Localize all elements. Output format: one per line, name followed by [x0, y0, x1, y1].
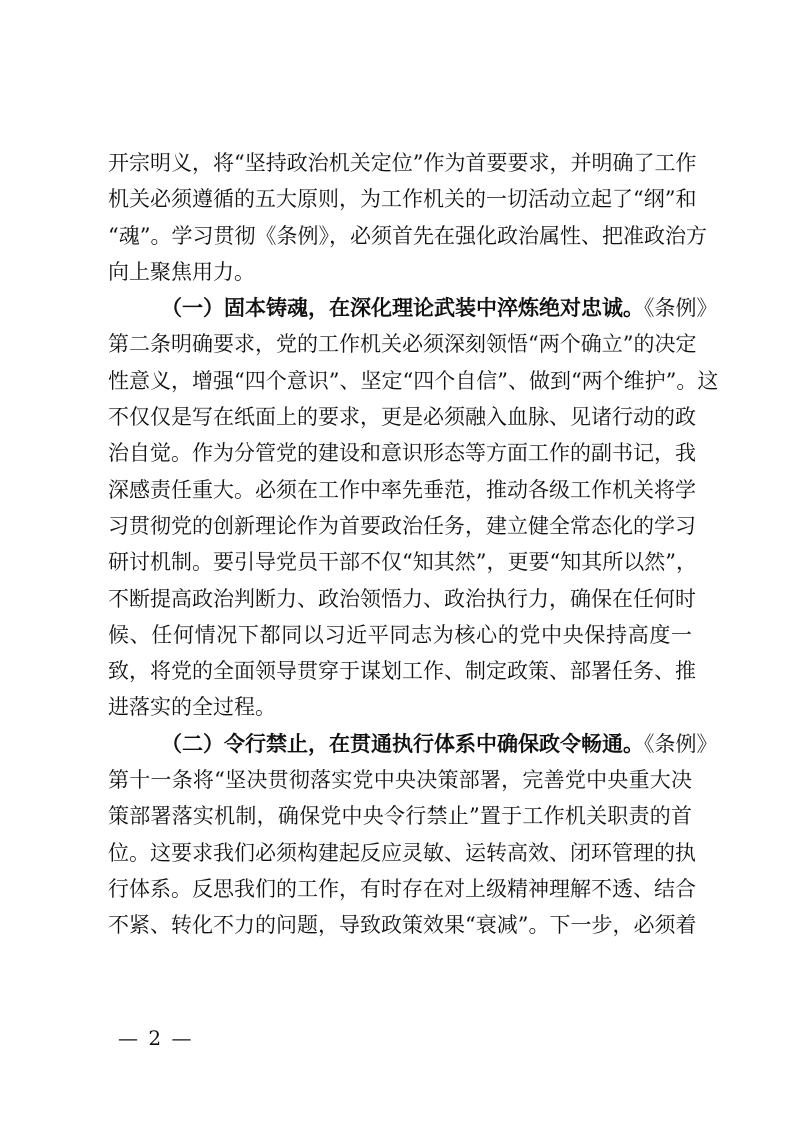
text-line: 行体系。反思我们的工作，有时存在对上级精神理解不透、结合	[108, 876, 696, 901]
text-line: “魂”。学习贯彻《条例》，必须首先在强化政治属性、把准政治方	[108, 223, 707, 248]
text-line: 致，将党的全面领导贯穿于谋划工作、制定政策、部署任务、推	[108, 659, 696, 684]
text-line: 开宗明义，将“坚持政治机关定位”作为首要要求，并明确了工作	[108, 151, 697, 175]
text-line: 第十一条将“坚决贯彻落实党中央决策部署，完善党中央重大决	[108, 768, 692, 793]
text-span: 《条例》	[644, 731, 718, 756]
text-line: 策部署落实机制，确保党中央令行禁止”置于工作机关职责的首	[108, 804, 692, 829]
text-line: 不断提高政治判断力、政治领悟力、政治执行力，确保在任何时	[108, 586, 696, 611]
text-line: 性意义，增强“四个意识”、坚定“四个自信”、做到“两个维护”。这	[108, 368, 719, 393]
text-span: 《条例》	[644, 296, 718, 321]
text-line: 不仅仅是写在纸面上的要求，更是必须融入血脉、见诸行动的政	[108, 405, 696, 430]
paragraph-section-2	[108, 726, 718, 944]
text-line: 深感责任重大。必须在工作中率先垂范，推动各级工作机关将学	[108, 477, 696, 502]
text-line: 不紧、转化不力的问题，导致政策效果“衰减”。下一步，必须着	[108, 913, 697, 938]
text-line: 治自觉。作为分管党的建设和意识形态等方面工作的副书记，我	[108, 441, 696, 466]
document-body	[108, 145, 719, 944]
text-line: 候、任何情况下都同以习近平同志为核心的党中央保持高度一	[108, 622, 692, 647]
section-heading-line	[108, 726, 718, 762]
page-number: — 2 —	[118, 1026, 194, 1050]
text-line: 第二条明确要求，党的工作机关必须深刻领悟“两个确立”的决定	[108, 332, 697, 357]
text-line: 研讨机制。要引导党员干部不仅“知其然”，更要“知其所以然”，	[108, 550, 697, 575]
section-heading: （一）固本铸魂，在深化理论武装中淬炼绝对忠诚。	[161, 295, 644, 321]
paragraph-intro	[108, 145, 707, 290]
section-heading-line	[108, 290, 718, 326]
text-line: 进落实的全过程。	[108, 695, 276, 720]
paragraph-section-1	[108, 290, 719, 726]
text-line: 习贯彻党的创新理论作为首要政治任务，建立健全常态化的学习	[108, 513, 696, 538]
section-heading: （二）令行禁止，在贯通执行体系中确保政令畅通。	[161, 730, 644, 756]
text-line: 机关必须遵循的五大原则，为工作机关的一切活动立起了“纲”和	[108, 187, 697, 212]
text-line: 向上聚焦用力。	[108, 259, 255, 284]
text-line: 位。这要求我们必须构建起反应灵敏、运转高效、闭环管理的执	[108, 840, 696, 865]
